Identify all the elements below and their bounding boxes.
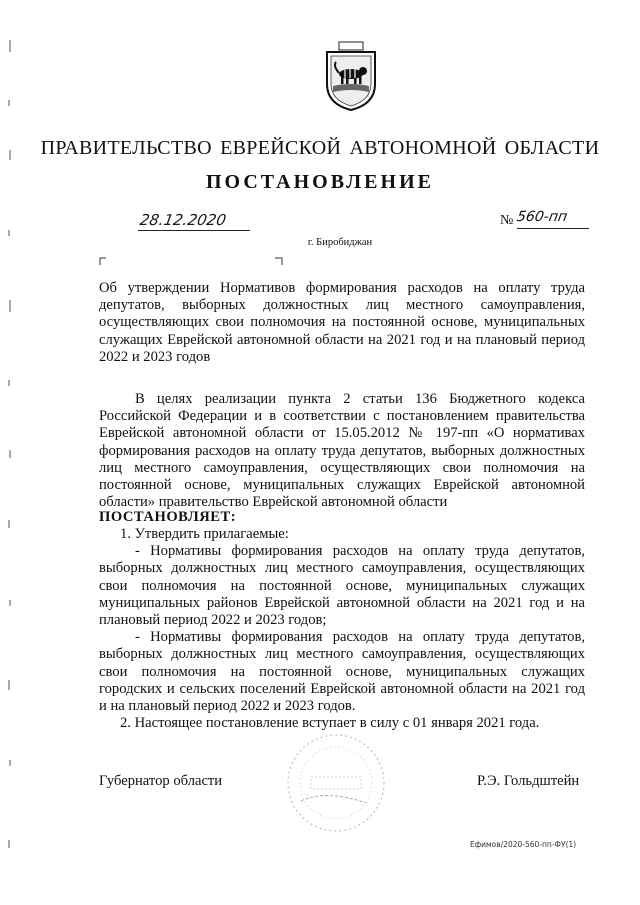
document-footer-code: Ефимов/2020-560-пп-ФУ(1)	[470, 840, 577, 849]
city-label: г. Биробиджан	[307, 237, 373, 248]
signatory-name: Р.Э. Гольдштейн	[477, 773, 580, 789]
government-title: ПРАВИТЕЛЬСТВО ЕВРЕЙСКОЙ АВТОНОМНОЙ ОБЛАСТИ	[40, 137, 600, 159]
document-number: 560-пп	[515, 209, 569, 225]
date-underline	[138, 230, 250, 231]
resolution-items	[99, 526, 585, 732]
document-type-title: ПОСТАНОВЛЕНИЕ	[206, 171, 434, 193]
document-subject: Об утверждении Нормативов формирования расходов на оплату труда депутатов, выборных должностных лиц местного самоуправления, осуществляющих свои полномочия на постоянной основе, муниципальных служащих Еврейской автономной области на 2021 год и на плановый период 2022 и 2023 годов	[99, 280, 585, 365]
item-2: 2. Настоящее постановление вступает в силу с 01 января 2021 года.	[120, 715, 540, 732]
item-1b: - Нормативы формирования расходов на оплату труда депутатов, выборных должностных лиц местного самоуправления, осуществляющих свои полномочия на постоянной основе, муниципальных служащих городских и сельских поселений Еврейской автономной области на 2021 год и на плановый период 2022 и 2023 годов.	[99, 629, 585, 715]
coat-of-arms-emblem	[321, 40, 381, 112]
subject-corner-brackets	[99, 256, 289, 266]
number-underline	[517, 228, 589, 229]
scan-margin-marks	[0, 0, 20, 905]
resolves-heading: ПОСТАНОВЛЯЕТ:	[99, 509, 237, 525]
official-stamp	[281, 731, 391, 835]
number-label: №	[500, 213, 514, 228]
item-1a: - Нормативы формирования расходов на оплату труда депутатов, выборных должностных лиц местного самоуправления, осуществляющих свои полномочия на постоянной основе, муниципальных служащих муниципальных районов Еврейской автономной области на 2021 год и на плановый период 2022 и 2023 годов;	[99, 543, 585, 629]
signatory-position: Губернатор области	[99, 773, 223, 789]
item-1: 1. Утвердить прилагаемые:	[120, 526, 289, 542]
document-date: 28.12.2020	[138, 211, 228, 229]
preamble-paragraph: В целях реализации пункта 2 статьи 136 Бюджетного кодекса Российской Федерации и в соответствии с постановлением правительства Еврейской автономной области от 15.05.2012 № 197-пп «О нормативах формирования расходов на оплату труда депутатов, выборных должностных лиц местного самоуправления, осуществляющих свои полномочия на постоянной основе, муниципальных служащих Еврейской автономной области» правительство Еврейской автономной области	[99, 391, 585, 511]
